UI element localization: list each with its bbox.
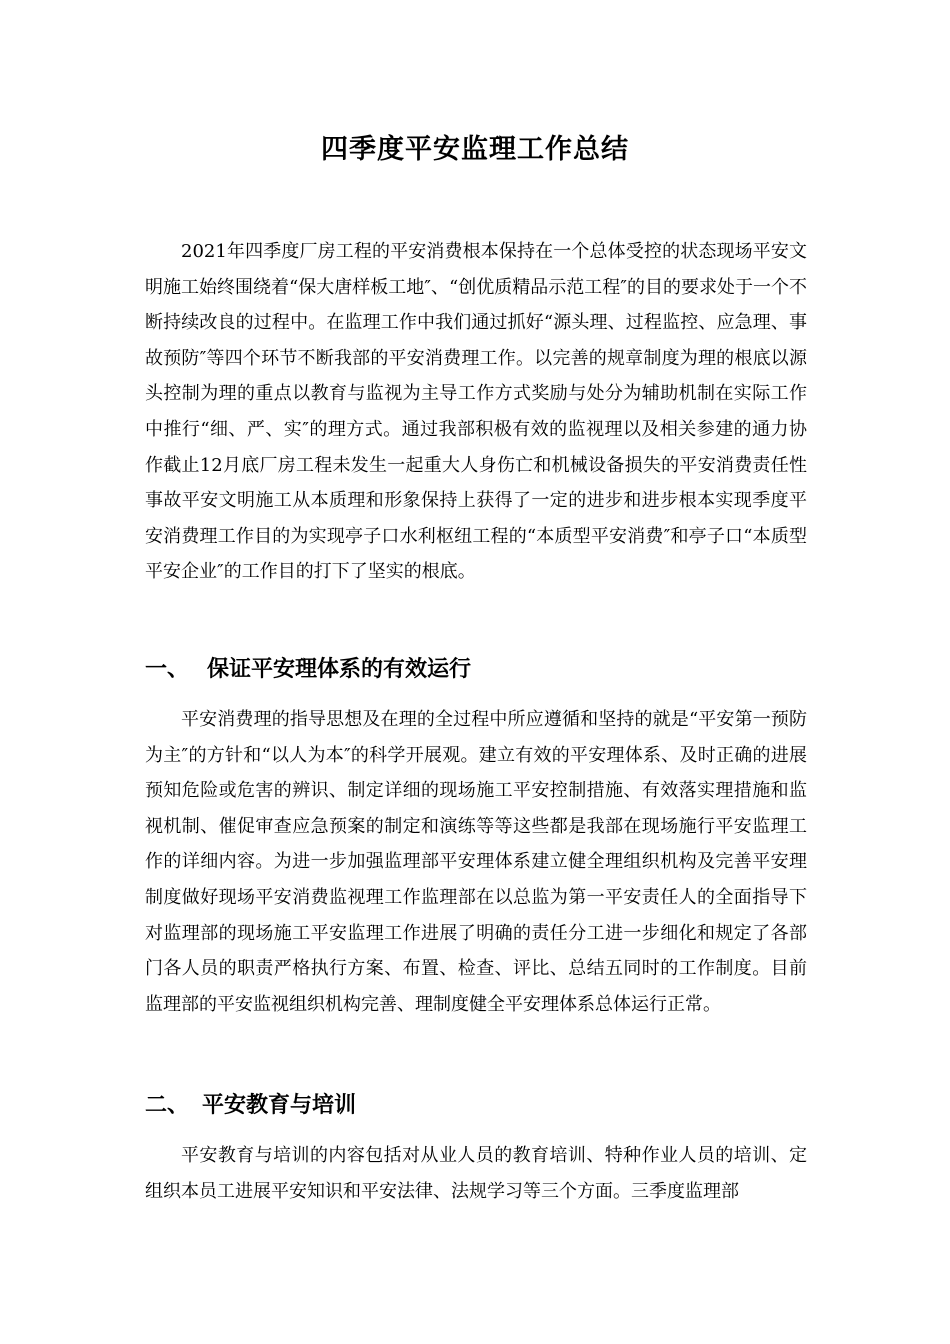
section-number-1: 一、 xyxy=(145,656,190,682)
section-body-1: 平安消费理的指导思想及在理的全过程中所应遵循和坚持的就是“平安第一预防为主″的方针和“以人为本″的科学开展观。建立有效的平安理体系、及时正确的进展预知危险或危害的辨识、制定详细的现场施工平安控制措施、有效落实理措施和监视机制、催促审查应急预案的制定和演练等等这些都是我部在现场施行平安监理工作的详细内容。为进一步加强监理部平安理体系建立健全理组织机构及完善平安理制度做好现场平安消费监视理工作监理部在以总监为第一平安责任人的全面指导下对监理部的现场施工平安监理工作进展了明确的责任分工进一步细化和规定了各部门各人员的职责严格执行方案、布置、检查、评比、总结五同时的工作制度。目前监理部的平安监视组织机构完善、理制度健全平安理体系总体运行正常。 xyxy=(145,709,807,1015)
section-body-2: 平安教育与培训的内容包括对从业人员的教育培训、特种作业人员的培训、定组织本员工进展平安知识和平安法律、法规学习等三个方面。三季度监理部 xyxy=(145,1145,807,1202)
section-number-2: 二、 xyxy=(145,1092,190,1118)
section-heading-1 xyxy=(145,652,807,686)
document-title: 四季度平安监理工作总结 xyxy=(321,134,629,165)
section-title-2: 平安教育与培训 xyxy=(202,1092,357,1118)
section-title-1: 保证平安理体系的有效运行 xyxy=(207,656,472,682)
section-heading-2 xyxy=(145,1088,807,1122)
intro-paragraph: 2021年四季度厂房工程的平安消费根本保持在一个总体受控的状态现场平安文明施工始终围绕着“保大唐样板工地″、“创优质精品示范工程″的目的要求处于一个不断持续改良的过程中。在监理工作中我们通过抓好“源头理、过程监控、应急理、事故预防″等四个环节不断我部的平安消费理工作。以完善的规章制度为理的根底以源头控制为理的重点以教育与监视为主导工作方式奖励与处分为辅助机制在实际工作中推行“细、严、实″的理方式。通过我部积极有效的监视理以及相关参建的通力协作截止12月底厂房工程未发生一起重大人身伤亡和机械设备损失的平安消费责任性事故平安文明施工从本质理和形象保持上获得了一定的进步和进步根本实现季度平安消费理工作目的为实现亭子口水利枢纽工程的“本质型平安消费″和亭子口“本质型平安企业″的工作目的打下了坚实的根底。 xyxy=(145,241,807,583)
